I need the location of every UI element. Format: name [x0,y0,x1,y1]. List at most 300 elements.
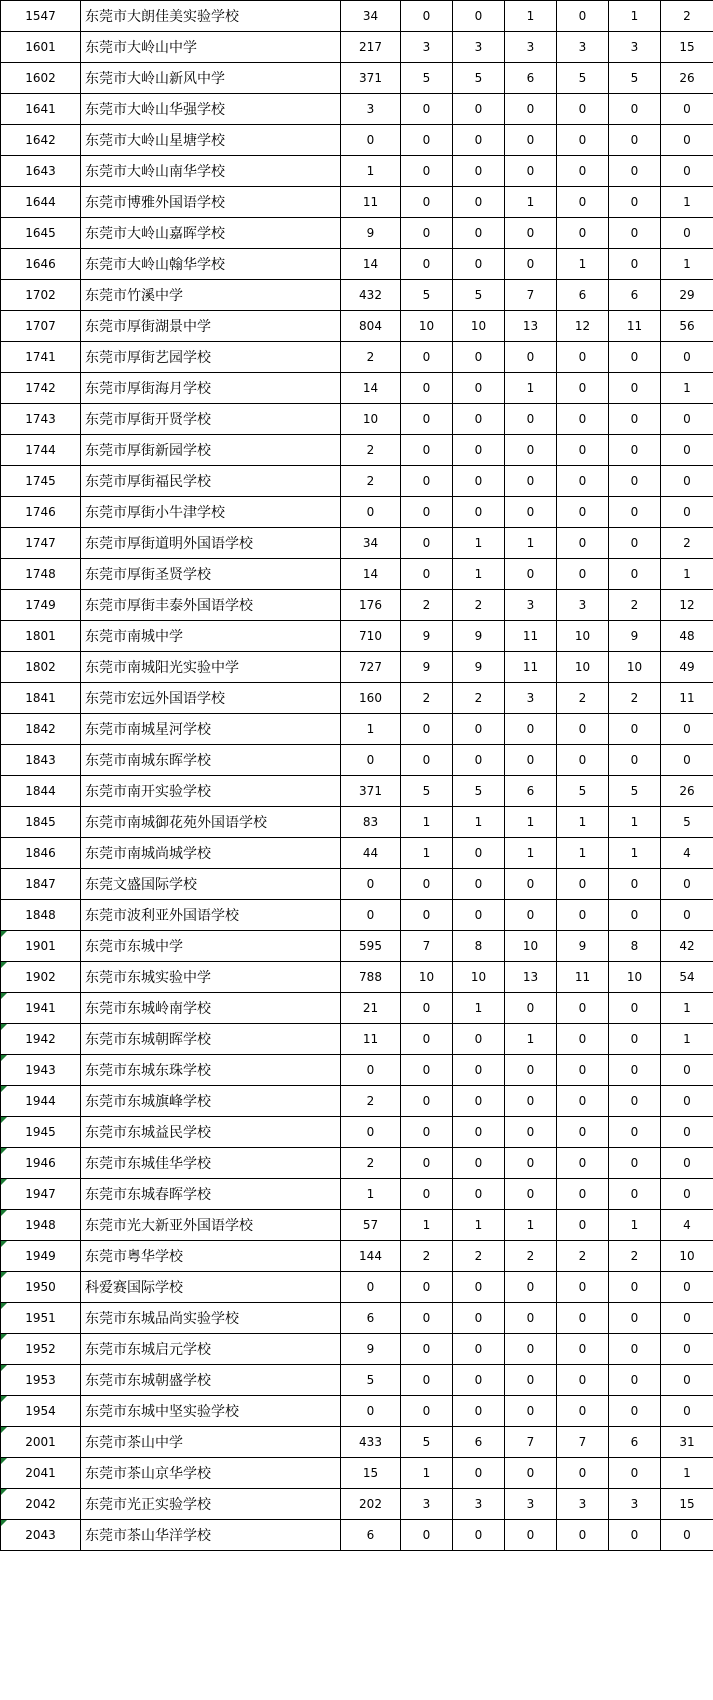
col-1-cell: 2 [401,590,453,621]
total-col-cell: 11 [341,187,401,218]
col-4-cell: 3 [557,590,609,621]
school-name-cell: 东莞市厚街圣贤学校 [81,559,341,590]
school-name-cell: 东莞市竹溪中学 [81,280,341,311]
col-2-cell: 8 [453,931,505,962]
col-4-cell: 9 [557,931,609,962]
col-3-cell: 13 [505,962,557,993]
col-3-cell: 1 [505,1,557,32]
col-4-cell: 6 [557,280,609,311]
school-code-cell: 1943 [1,1055,81,1086]
sum-col-cell: 5 [661,807,713,838]
school-name-cell: 东莞市南开实验学校 [81,776,341,807]
table-row [1,466,713,497]
col-4-cell: 0 [557,900,609,931]
sum-col-cell: 0 [661,1086,713,1117]
school-code-cell: 1645 [1,218,81,249]
col-5-cell: 8 [609,931,661,962]
col-3-cell: 2 [505,1241,557,1272]
col-1-cell: 0 [401,342,453,373]
school-name-cell: 东莞市南城御花苑外国语学校 [81,807,341,838]
col-3-cell: 10 [505,931,557,962]
school-code-cell: 1941 [1,993,81,1024]
col-1-cell: 0 [401,993,453,1024]
school-code-cell: 1841 [1,683,81,714]
table-row [1,931,713,962]
total-col-cell: 0 [341,745,401,776]
school-code-cell: 1547 [1,1,81,32]
col-3-cell: 0 [505,900,557,931]
school-name-cell: 东莞市茶山京华学校 [81,1458,341,1489]
total-col-cell: 433 [341,1427,401,1458]
table-row [1,683,713,714]
col-1-cell: 0 [401,435,453,466]
col-2-cell: 0 [453,218,505,249]
col-5-cell: 0 [609,900,661,931]
sum-col-cell: 1 [661,993,713,1024]
sum-col-cell: 0 [661,1365,713,1396]
school-code-cell: 1744 [1,435,81,466]
col-4-cell: 3 [557,32,609,63]
school-name-cell: 东莞市厚街道明外国语学校 [81,528,341,559]
total-col-cell: 0 [341,125,401,156]
col-2-cell: 1 [453,1210,505,1241]
col-3-cell: 3 [505,1489,557,1520]
sum-col-cell: 0 [661,404,713,435]
col-3-cell: 0 [505,1396,557,1427]
col-2-cell: 0 [453,1148,505,1179]
sum-col-cell: 10 [661,1241,713,1272]
sum-col-cell: 1 [661,249,713,280]
col-5-cell: 0 [609,1303,661,1334]
col-2-cell: 0 [453,1458,505,1489]
total-col-cell: 57 [341,1210,401,1241]
col-5-cell: 3 [609,32,661,63]
total-col-cell: 2 [341,342,401,373]
school-name-cell: 东莞市光大新亚外国语学校 [81,1210,341,1241]
col-5-cell: 0 [609,218,661,249]
school-code-cell: 1801 [1,621,81,652]
school-name-cell: 东莞市南城东晖学校 [81,745,341,776]
col-1-cell: 0 [401,1396,453,1427]
total-col-cell: 371 [341,776,401,807]
col-3-cell: 7 [505,1427,557,1458]
table-row [1,1520,713,1551]
col-3-cell: 0 [505,1179,557,1210]
col-5-cell: 0 [609,1148,661,1179]
col-3-cell: 0 [505,1520,557,1551]
total-col-cell: 2 [341,466,401,497]
col-5-cell: 0 [609,745,661,776]
col-5-cell: 0 [609,466,661,497]
col-2-cell: 0 [453,94,505,125]
school-code-cell: 1901 [1,931,81,962]
col-4-cell: 0 [557,125,609,156]
col-1-cell: 0 [401,528,453,559]
total-col-cell: 5 [341,1365,401,1396]
table-row [1,621,713,652]
table-row [1,745,713,776]
col-2-cell: 0 [453,435,505,466]
col-4-cell: 0 [557,342,609,373]
school-name-cell: 东莞市南城阳光实验中学 [81,652,341,683]
school-name-cell: 东莞市南城尚城学校 [81,838,341,869]
school-name-cell: 东莞市厚街福民学校 [81,466,341,497]
total-col-cell: 9 [341,1334,401,1365]
total-col-cell: 15 [341,1458,401,1489]
school-name-cell: 东莞市厚街新园学校 [81,435,341,466]
school-code-cell: 1707 [1,311,81,342]
col-2-cell: 9 [453,652,505,683]
sum-col-cell: 0 [661,435,713,466]
table-row [1,1427,713,1458]
col-5-cell: 0 [609,1458,661,1489]
col-1-cell: 0 [401,218,453,249]
total-col-cell: 34 [341,528,401,559]
table-row [1,962,713,993]
table-row [1,1458,713,1489]
school-code-cell: 1601 [1,32,81,63]
school-name-cell: 东莞市南城星河学校 [81,714,341,745]
col-5-cell: 0 [609,435,661,466]
sum-col-cell: 4 [661,1210,713,1241]
sum-col-cell: 1 [661,1458,713,1489]
col-2-cell: 0 [453,745,505,776]
col-1-cell: 0 [401,714,453,745]
col-2-cell: 0 [453,838,505,869]
col-1-cell: 0 [401,559,453,590]
col-4-cell: 0 [557,1024,609,1055]
col-1-cell: 0 [401,869,453,900]
col-2-cell: 0 [453,125,505,156]
col-3-cell: 3 [505,590,557,621]
school-name-cell: 东莞市波利亚外国语学校 [81,900,341,931]
total-col-cell: 14 [341,373,401,404]
col-1-cell: 0 [401,745,453,776]
col-4-cell: 0 [557,1396,609,1427]
sum-col-cell: 15 [661,32,713,63]
school-code-cell: 1741 [1,342,81,373]
school-code-cell: 2043 [1,1520,81,1551]
sum-col-cell: 49 [661,652,713,683]
school-code-cell: 1951 [1,1303,81,1334]
col-5-cell: 2 [609,590,661,621]
col-1-cell: 0 [401,156,453,187]
col-3-cell: 13 [505,311,557,342]
col-5-cell: 0 [609,342,661,373]
col-5-cell: 3 [609,1489,661,1520]
school-code-cell: 1844 [1,776,81,807]
table-row [1,869,713,900]
school-code-cell: 1644 [1,187,81,218]
school-name-cell: 东莞市大岭山星塘学校 [81,125,341,156]
table-row [1,528,713,559]
total-col-cell: 44 [341,838,401,869]
col-3-cell: 7 [505,280,557,311]
col-3-cell: 3 [505,32,557,63]
col-1-cell: 10 [401,962,453,993]
total-col-cell: 0 [341,900,401,931]
table-row [1,1210,713,1241]
col-1-cell: 3 [401,32,453,63]
table-row [1,32,713,63]
sum-col-cell: 31 [661,1427,713,1458]
school-code-cell: 1602 [1,63,81,94]
school-name-cell: 东莞市大岭山华强学校 [81,94,341,125]
col-3-cell: 0 [505,869,557,900]
col-2-cell: 0 [453,249,505,280]
school-name-cell: 东莞市东城岭南学校 [81,993,341,1024]
table-row [1,1334,713,1365]
total-col-cell: 14 [341,249,401,280]
col-4-cell: 7 [557,1427,609,1458]
col-4-cell: 0 [557,714,609,745]
col-3-cell: 0 [505,745,557,776]
school-name-cell: 东莞市东城旗峰学校 [81,1086,341,1117]
school-code-cell: 2041 [1,1458,81,1489]
school-code-cell: 1848 [1,900,81,931]
col-1-cell: 0 [401,1055,453,1086]
sum-col-cell: 0 [661,218,713,249]
table-row [1,838,713,869]
col-1-cell: 0 [401,1272,453,1303]
col-3-cell: 6 [505,776,557,807]
col-2-cell: 0 [453,1303,505,1334]
col-5-cell: 6 [609,1427,661,1458]
col-1-cell: 0 [401,1520,453,1551]
total-col-cell: 0 [341,1272,401,1303]
col-5-cell: 0 [609,1179,661,1210]
col-2-cell: 0 [453,404,505,435]
school-name-cell: 东莞市大岭山新风中学 [81,63,341,94]
school-code-cell: 1953 [1,1365,81,1396]
col-2-cell: 3 [453,1489,505,1520]
col-1-cell: 1 [401,838,453,869]
col-1-cell: 9 [401,621,453,652]
total-col-cell: 0 [341,1055,401,1086]
col-4-cell: 2 [557,683,609,714]
col-4-cell: 11 [557,962,609,993]
col-4-cell: 0 [557,94,609,125]
col-2-cell: 1 [453,559,505,590]
school-code-cell: 1902 [1,962,81,993]
school-name-cell: 东莞市厚街海月学校 [81,373,341,404]
col-3-cell: 0 [505,1458,557,1489]
school-name-cell: 东莞市大岭山翰华学校 [81,249,341,280]
sum-col-cell: 0 [661,1303,713,1334]
col-2-cell: 0 [453,187,505,218]
col-1-cell: 0 [401,249,453,280]
school-code-cell: 1945 [1,1117,81,1148]
total-col-cell: 432 [341,280,401,311]
col-2-cell: 9 [453,621,505,652]
total-col-cell: 34 [341,1,401,32]
col-4-cell: 0 [557,466,609,497]
sum-col-cell: 42 [661,931,713,962]
school-name-cell: 东莞市博雅外国语学校 [81,187,341,218]
table-row [1,559,713,590]
col-2-cell: 5 [453,63,505,94]
col-1-cell: 0 [401,1179,453,1210]
total-col-cell: 10 [341,404,401,435]
sum-col-cell: 0 [661,714,713,745]
col-3-cell: 0 [505,1117,557,1148]
col-2-cell: 0 [453,156,505,187]
col-4-cell: 10 [557,621,609,652]
col-4-cell: 1 [557,807,609,838]
col-4-cell: 0 [557,1086,609,1117]
col-2-cell: 2 [453,1241,505,1272]
col-2-cell: 0 [453,869,505,900]
table-row [1,1117,713,1148]
col-4-cell: 0 [557,435,609,466]
col-2-cell: 0 [453,1396,505,1427]
total-col-cell: 6 [341,1520,401,1551]
total-col-cell: 2 [341,1148,401,1179]
school-code-cell: 1846 [1,838,81,869]
total-col-cell: 0 [341,497,401,528]
school-code-cell: 1946 [1,1148,81,1179]
col-4-cell: 0 [557,993,609,1024]
table-row [1,280,713,311]
table-row [1,63,713,94]
col-5-cell: 2 [609,1241,661,1272]
col-3-cell: 1 [505,1024,557,1055]
col-2-cell: 1 [453,807,505,838]
col-2-cell: 5 [453,776,505,807]
table-row [1,156,713,187]
school-code-cell: 1944 [1,1086,81,1117]
school-name-cell: 东莞市宏远外国语学校 [81,683,341,714]
school-code-cell: 2001 [1,1427,81,1458]
col-1-cell: 0 [401,1303,453,1334]
sum-col-cell: 0 [661,497,713,528]
col-2-cell: 0 [453,1272,505,1303]
col-3-cell: 0 [505,342,557,373]
col-4-cell: 0 [557,1458,609,1489]
table-row [1,1179,713,1210]
col-2-cell: 3 [453,32,505,63]
col-5-cell: 1 [609,1210,661,1241]
col-2-cell: 0 [453,1365,505,1396]
school-name-cell: 东莞市粤华学校 [81,1241,341,1272]
col-3-cell: 0 [505,218,557,249]
school-code-cell: 1743 [1,404,81,435]
total-col-cell: 160 [341,683,401,714]
sum-col-cell: 15 [661,1489,713,1520]
school-code-cell: 1745 [1,466,81,497]
school-code-cell: 1842 [1,714,81,745]
sum-col-cell: 2 [661,528,713,559]
col-4-cell: 0 [557,1365,609,1396]
col-4-cell: 0 [557,1303,609,1334]
col-5-cell: 0 [609,1086,661,1117]
col-1-cell: 0 [401,373,453,404]
col-3-cell: 0 [505,466,557,497]
col-5-cell: 0 [609,993,661,1024]
col-4-cell: 1 [557,249,609,280]
school-code-cell: 1947 [1,1179,81,1210]
school-name-cell: 东莞市厚街艺园学校 [81,342,341,373]
table-row [1,94,713,125]
table-row [1,218,713,249]
sum-col-cell: 0 [661,466,713,497]
school-name-cell: 东莞市东城品尚实验学校 [81,1303,341,1334]
table-row [1,373,713,404]
sum-col-cell: 29 [661,280,713,311]
col-5-cell: 9 [609,621,661,652]
total-col-cell: 21 [341,993,401,1024]
table-row [1,1272,713,1303]
col-1-cell: 1 [401,1458,453,1489]
school-name-cell: 东莞市东城东珠学校 [81,1055,341,1086]
col-2-cell: 0 [453,342,505,373]
col-4-cell: 5 [557,63,609,94]
total-col-cell: 595 [341,931,401,962]
school-code-cell: 1845 [1,807,81,838]
col-2-cell: 0 [453,1,505,32]
col-3-cell: 3 [505,683,557,714]
table-body [1,1,713,1551]
sum-col-cell: 0 [661,342,713,373]
sum-col-cell: 0 [661,1179,713,1210]
col-5-cell: 0 [609,714,661,745]
col-1-cell: 2 [401,683,453,714]
school-name-cell: 东莞市东城实验中学 [81,962,341,993]
col-3-cell: 1 [505,807,557,838]
school-name-cell: 东莞市大岭山南华学校 [81,156,341,187]
sum-col-cell: 2 [661,1,713,32]
col-4-cell: 0 [557,1272,609,1303]
col-3-cell: 0 [505,993,557,1024]
col-1-cell: 0 [401,94,453,125]
total-col-cell: 3 [341,94,401,125]
col-4-cell: 0 [557,187,609,218]
table-row [1,1,713,32]
col-4-cell: 10 [557,652,609,683]
col-2-cell: 2 [453,590,505,621]
col-1-cell: 0 [401,1365,453,1396]
total-col-cell: 6 [341,1303,401,1334]
col-5-cell: 0 [609,94,661,125]
school-code-cell: 1749 [1,590,81,621]
col-3-cell: 0 [505,435,557,466]
col-5-cell: 0 [609,1117,661,1148]
col-5-cell: 11 [609,311,661,342]
total-col-cell: 0 [341,1396,401,1427]
school-name-cell: 东莞市东城春晖学校 [81,1179,341,1210]
col-5-cell: 0 [609,373,661,404]
sum-col-cell: 0 [661,869,713,900]
school-name-cell: 东莞市东城中坚实验学校 [81,1396,341,1427]
col-5-cell: 0 [609,1396,661,1427]
col-3-cell: 6 [505,63,557,94]
table-row [1,1396,713,1427]
col-1-cell: 10 [401,311,453,342]
col-4-cell: 3 [557,1489,609,1520]
col-5-cell: 6 [609,280,661,311]
col-2-cell: 0 [453,466,505,497]
table-row [1,1241,713,1272]
school-code-cell: 1948 [1,1210,81,1241]
col-2-cell: 0 [453,1055,505,1086]
col-4-cell: 0 [557,869,609,900]
school-name-cell: 东莞市光正实验学校 [81,1489,341,1520]
school-code-cell: 1950 [1,1272,81,1303]
school-code-cell: 1802 [1,652,81,683]
col-5-cell: 1 [609,1,661,32]
col-4-cell: 0 [557,218,609,249]
col-4-cell: 1 [557,838,609,869]
